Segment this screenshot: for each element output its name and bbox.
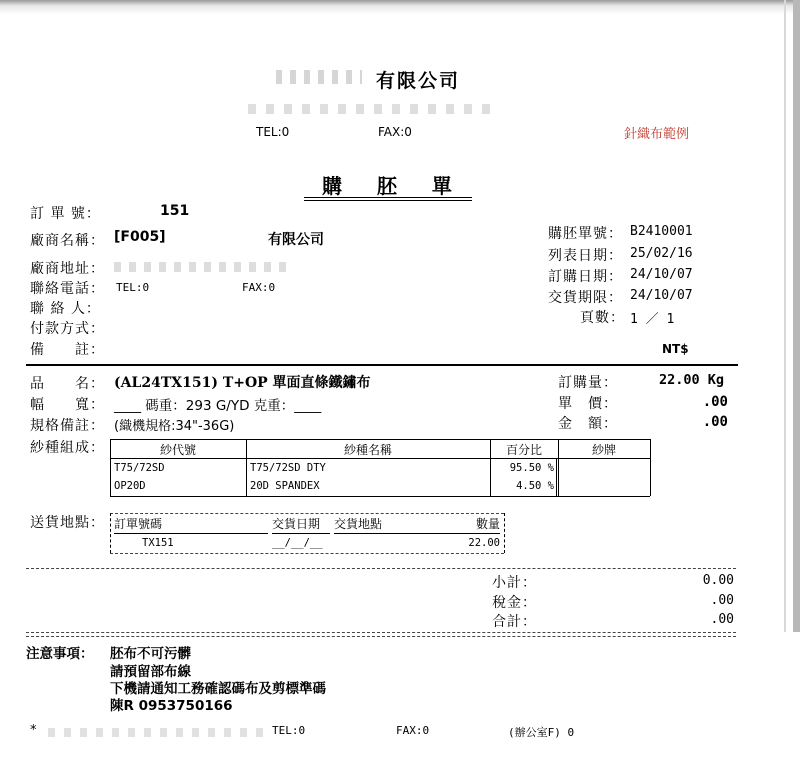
contact-label: 聯 絡 人：: [30, 301, 101, 317]
address-label: 廠商地址：: [30, 261, 105, 277]
total-label: 合計：: [492, 614, 537, 630]
yarn-row-2-name: 20D SPANDEX: [250, 480, 320, 492]
quantity-value: 22.00 Kg: [658, 372, 724, 388]
company-fax: FAX:0: [378, 125, 412, 139]
total-value: .00: [710, 612, 734, 627]
width-label: 幅 寬：: [30, 397, 105, 413]
notes-line-3: 下機請通知工務確認碼布及剪標準碼: [110, 681, 326, 697]
company-address-blurred: [248, 104, 500, 114]
footer-tel: TEL:0: [272, 724, 306, 737]
spec-label: 規格備註：: [30, 418, 105, 434]
company-name: 有限公司: [376, 70, 461, 92]
amount-value: .00: [702, 414, 728, 430]
company-tel: TEL:0: [256, 125, 290, 139]
delivery-row-order: TX151: [142, 537, 174, 549]
delivery-row-qty: 22.00: [468, 537, 500, 549]
totals-divider-bottom-1: [26, 632, 736, 633]
yarn-row-1-name: T75/72SD DTY: [250, 462, 326, 474]
vendor-label: 廠商名稱：: [30, 233, 105, 249]
phone-label: 聯絡電話：: [30, 281, 105, 297]
unit-price-value: .00: [702, 394, 728, 410]
yarn-header-name: 紗種名稱: [343, 443, 392, 457]
fax-value: FAX:0: [242, 281, 276, 294]
totals-divider-top: [26, 568, 736, 569]
section-divider: [26, 364, 738, 366]
phone-value: TEL:0: [116, 281, 150, 294]
width-value: ____ 碼重：293 G/YD 克重：____: [114, 398, 322, 414]
yarn-row-1-percent: 95.50 %: [509, 462, 554, 474]
vendor-name: 有限公司: [268, 232, 324, 248]
yarn-composition-label: 紗種組成：: [30, 440, 105, 456]
vendor-code: [F005]: [114, 229, 166, 245]
company-name-blurred: [276, 70, 362, 84]
currency: NT$: [662, 342, 689, 356]
product-name-label: 品 名：: [30, 376, 105, 392]
order-date-value: 24/10/07: [630, 267, 693, 282]
order-no-label: 訂 單 號：: [30, 206, 101, 222]
purchase-no-value: B2410001: [630, 224, 693, 239]
notes-label: 注意事項：: [26, 646, 94, 662]
yarn-row-2-percent: 4.50 %: [516, 480, 554, 492]
pages-value: 1 ／ 1: [630, 312, 675, 327]
pages-label: 頁數：: [580, 310, 625, 326]
delivery-deadline-value: 24/10/07: [630, 288, 693, 303]
delivery-header-order: 訂單號碼: [114, 517, 163, 531]
title-underline-2: [304, 200, 472, 201]
delivery-header-date: 交貨日期: [272, 517, 321, 531]
product-name-value: (AL24TX151) T+OP 單面直條鐵鏽布: [114, 375, 371, 391]
yarn-header-percent: 百分比: [505, 443, 542, 457]
stamp-note: 針織布範例: [624, 127, 690, 142]
order-no-value: 151: [160, 203, 190, 219]
delivery-header-qty: 數量: [475, 517, 500, 531]
purchase-no-label: 購胚單號：: [548, 226, 623, 242]
tax-label: 稅金：: [492, 595, 537, 611]
totals-divider-bottom-2: [26, 636, 736, 637]
payment-label: 付款方式：: [30, 321, 105, 337]
notes-line-2: 請預留部布線: [110, 664, 191, 680]
yarn-header-code: 紗代號: [159, 443, 196, 457]
address-blurred: [114, 262, 294, 272]
remark-label: 備 註：: [30, 342, 105, 358]
delivery-header-place: 交貨地點: [334, 517, 383, 531]
notes-line-4: 陳R 0953750166: [110, 698, 233, 714]
footer-office: (辦公室F) 0: [508, 726, 575, 739]
title-underline-1: [304, 197, 472, 198]
print-date-label: 列表日期：: [548, 248, 623, 264]
spec-value: (織機規格:34"-36G): [114, 419, 235, 434]
delivery-deadline-label: 交貨期限：: [548, 290, 623, 306]
yarn-row-1-code: T75/72SD: [114, 462, 165, 474]
subtotal-value: 0.00: [702, 573, 734, 588]
scrollbar[interactable]: [793, 0, 800, 632]
footer-fax: FAX:0: [396, 724, 430, 737]
footer-star: *: [30, 723, 37, 738]
amount-label: 金 額：: [558, 416, 618, 432]
footer-address-blurred: [48, 728, 270, 737]
scrollbar-track-shadow: [784, 0, 786, 632]
yarn-row-2-code: OP20D: [114, 480, 146, 492]
quantity-label: 訂購量：: [558, 375, 618, 391]
subtotal-label: 小計：: [492, 575, 537, 591]
window-top-edge: [0, 0, 800, 14]
notes-line-1: 胚布不可污髒: [110, 646, 191, 662]
document-title: 購 胚 單: [322, 174, 466, 198]
tax-value: .00: [710, 593, 734, 608]
print-date-value: 25/02/16: [630, 246, 693, 261]
delivery-row-date: __/__/__: [272, 537, 323, 549]
yarn-header-brand: 紗牌: [591, 443, 616, 457]
unit-price-label: 單 價：: [558, 396, 618, 412]
order-date-label: 訂購日期：: [548, 269, 623, 285]
delivery-location-label: 送貨地點：: [30, 515, 105, 531]
